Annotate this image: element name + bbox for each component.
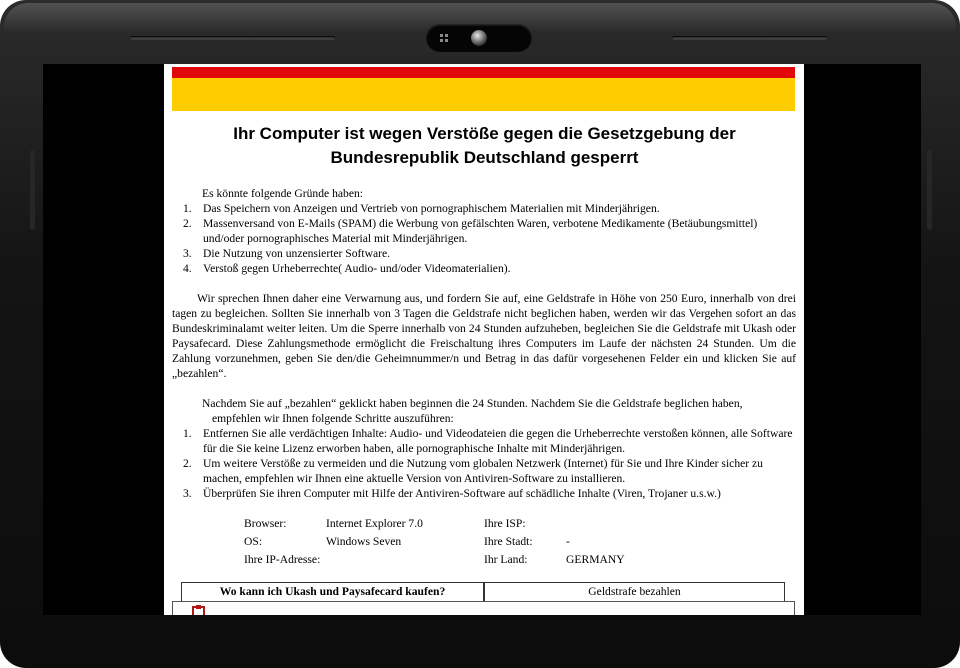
reason-text: Massenversand von E-Mails (SPAM) die Werbung von gefälschten Waren, verbotene Medikamente (Betäubungsmittel) und/oder pornographisches Material mit Minderjährigen.: [203, 217, 758, 245]
ransom-page: [164, 64, 804, 615]
tab-pay-fine[interactable]: Geldstrafe bezahlen: [484, 582, 785, 602]
step-text: Um weitere Verstöße zu vermeiden und die Nutzung vom globalen Netzwerk (Internet) für Sie und Ihre Kinder sicher zu machen, empfehlen wir Ihnen eine aktuelle Version von Antiviren-Software zu installieren.: [203, 457, 763, 485]
tab-buy-voucher[interactable]: Wo kann ich Ukash und Paysafecard kaufen?: [181, 582, 484, 602]
reason-number: 3.: [183, 247, 192, 260]
country-value: GERMANY: [566, 553, 625, 566]
reason-number: 1.: [183, 202, 192, 215]
reason-text: Die Nutzung von unzensierter Software.: [203, 247, 391, 260]
reasons-intro: Es könnte folgende Gründe haben:: [202, 187, 363, 200]
side-button-right: [927, 150, 932, 230]
step-number: 3.: [183, 487, 192, 500]
camera-housing: [426, 24, 532, 52]
browser-value: Internet Explorer 7.0: [326, 517, 423, 530]
flag-stripe-red: [172, 67, 795, 78]
page-title: Ihr Computer ist wegen Verstöße gegen die Gesetzgebung der Bundesrepublik Deutschland gesperrt: [233, 124, 736, 167]
steps-intro: Nachdem Sie auf „bezahlen“ geklickt haben beginnen die 24 Stunden. Nachdem Sie die Geldstrafe beglichen haben, empfehlen wir Ihnen folgende Schritte auszuführen:: [202, 397, 743, 425]
side-button-left: [30, 150, 35, 230]
browser-label: Browser:: [244, 517, 287, 530]
step-number: 2.: [183, 457, 192, 470]
cart-icon: [190, 605, 206, 615]
reason-number: 2.: [183, 217, 192, 230]
isp-label: Ihre ISP:: [484, 517, 526, 530]
camera-icon: [471, 30, 487, 46]
warning-paragraph: Wir sprechen Ihnen daher eine Verwarnung aus, und fordern Sie auf, eine Geldstrafe in Höhe von 250 Euro, innerhalb von drei tagen zu begleichen. Sollten Sie innerhalb von 3 Tagen die Geldstrafe nicht beglichen haben, werden wir das Vergehen sofort an das Bundeskriminalamt weiter leiten. Um die Sperre innerhalb von 24 Stunden aufzuheben, begleichen Sie die Geldstrafe mit Ukash oder Paysafecard. Diese Zahlungsmethode ermöglicht die Freischaltung ihres Computers im Laufe der nächsten 24 Stunden. Um die Zahlung vorzunehmen, geben Sie den/die Geheimnummer/n und Betrag in das dafür vorgesehenen Felder ein und klicken Sie auf „bezahlen“.: [172, 292, 796, 380]
os-value: Windows Seven: [326, 535, 402, 548]
city-value: -: [566, 535, 570, 548]
tab-content-panel: [172, 601, 795, 615]
step-text: Überprüfen Sie ihren Computer mit Hilfe der Antiviren-Software auf schädliche Inhalte (Viren, Trojaner u.s.w.): [203, 487, 721, 500]
step-text: Entfernen Sie alle verdächtigen Inhalte: Audio- und Videodateien die gegen die Urheberrechte verstoßen können, alle Software für die Sie keine Lizenz erworben haben, alle pornographische Inhalte mit Minderjährigen.: [203, 427, 793, 455]
reason-text: Verstoß gegen Urheberrechte( Audio- und/oder Videomaterialien).: [203, 262, 511, 275]
speaker-grille-right: [672, 36, 827, 40]
os-label: OS:: [244, 535, 263, 548]
sensor-grid-icon: [440, 34, 448, 42]
speaker-grille-left: [130, 36, 335, 40]
reason-number: 4.: [183, 262, 192, 275]
step-number: 1.: [183, 427, 192, 440]
ip-label: Ihre IP-Adresse:: [244, 553, 321, 566]
country-label: Ihr Land:: [484, 553, 528, 566]
flag-stripe-gold: [172, 78, 795, 111]
reason-text: Das Speichern von Anzeigen und Vertrieb von pornographischem Materialien mit Minderjährigen.: [203, 202, 660, 215]
city-label: Ihre Stadt:: [484, 535, 533, 548]
screen: [43, 64, 921, 615]
